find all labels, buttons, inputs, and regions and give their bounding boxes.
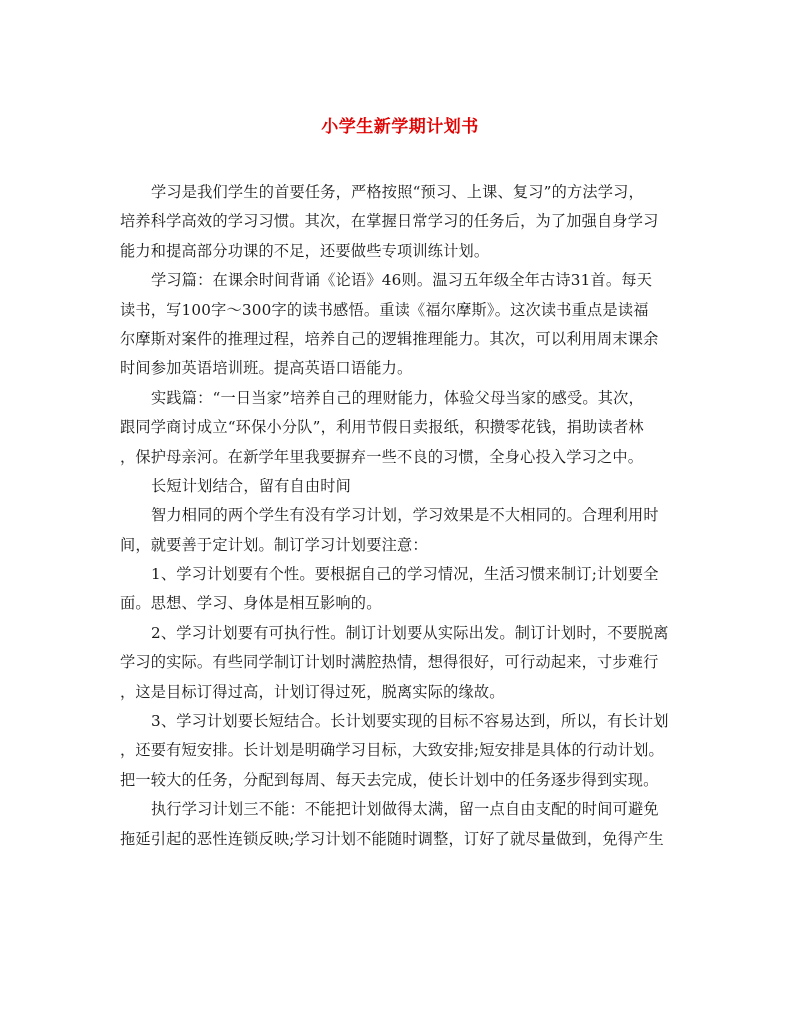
body-line: 学习的实际。有些同学制订计划时满腔热情，想得很好，可行动起来，寸步难行 (120, 653, 659, 672)
body-line: 能力和提高部分功课的不足，还要做些专项训练计划。 (120, 241, 490, 260)
body-line: 1、学习计划要有个性。要根据自己的学习情况，生活习惯来制订;计划要全 (151, 565, 659, 584)
body-line: 尔摩斯对案件的推理过程，培养自己的逻辑推理能力。其次，可以利用周末课余 (120, 329, 659, 348)
body-line: 拖延引起的恶性连锁反映;学习计划不能随时调整，订好了就尽量做到，免得产生 (120, 829, 664, 848)
document-body (120, 178, 692, 854)
body-line: 实践篇：“一日当家”培养自己的理财能力，体验父母当家的感受。其次， (151, 388, 644, 407)
body-line: ，保护母亲河。在新学年里我要摒弃一些不良的习惯，全身心投入学习之中。 (120, 447, 644, 466)
document-title: 小学生新学期计划书 (321, 117, 479, 137)
body-line: 间，就要善于定计划。制订学习计划要注意： (120, 535, 428, 554)
body-line: 2、学习计划要有可执行性。制订计划要从实际出发。制订计划时，不要脱离 (151, 623, 669, 642)
body-line: 学习篇：在课余时间背诵《论语》46则。温习五年级全年古诗31首。每天 (151, 271, 653, 290)
body-line: 培养科学高效的学习习惯。其次，在掌握日常学习的任务后，为了加强自身学习 (120, 212, 659, 231)
body-line: 时间参加英语培训班。提高英语口语能力。 (120, 359, 413, 378)
body-line: ，这是目标订得过高，计划订得过死，脱离实际的缘故。 (120, 682, 505, 701)
body-line: 长短计划结合，留有自由时间 (151, 476, 352, 495)
body-line: 3、学习计划要长短结合。长计划要实现的目标不容易达到，所以，有长计划 (151, 712, 669, 731)
body-line: ，还要有短安排。长计划是明确学习目标，大致安排;短安排是具体的行动计划。 (120, 741, 664, 760)
body-line: 跟同学商讨成立“环保小分队”，利用节假日卖报纸，积攒零花钱，捐助读者林 (120, 418, 644, 437)
body-line: 读书，写100字～300字的读书感悟。重读《福尔摩斯》。这次读书重点是读福 (120, 300, 649, 319)
body-line: 把一较大的任务，分配到每周、每天去完成，使长计划中的任务逐步得到实现。 (120, 770, 659, 789)
body-line: 面。思想、学习、身体是相互影响的。 (120, 594, 382, 613)
body-line: 智力相同的两个学生有没有学习计划，学习效果是不大相同的。合理利用时 (151, 506, 659, 525)
body-line: 学习是我们学生的首要任务，严格按照“预习、上课、复习”的方法学习， (151, 183, 644, 201)
body-line: 执行学习计划三不能：不能把计划做得太满，留一点自由支配的时间可避免 (151, 800, 659, 819)
